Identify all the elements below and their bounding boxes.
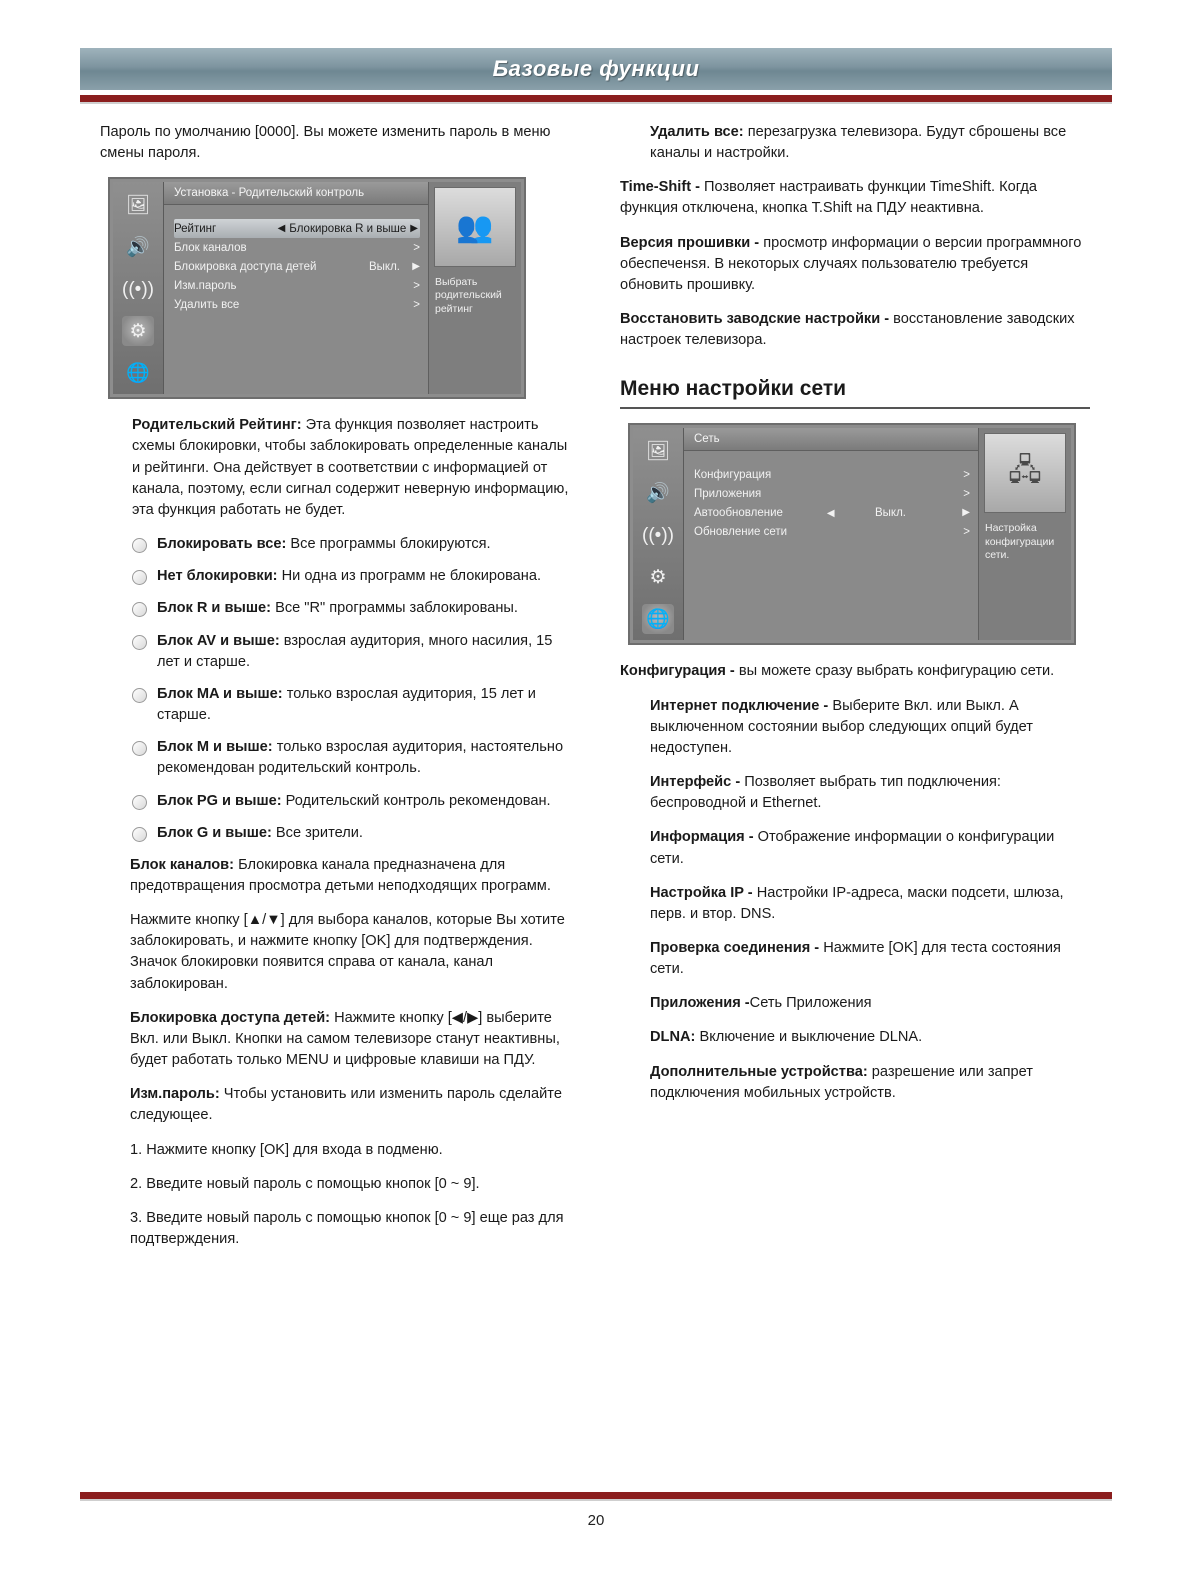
factory-reset-text: восстановление заводских настроек телевизора. <box>620 311 1075 349</box>
bullet-text: Ни одна из программ не блокирована. <box>277 568 542 585</box>
information-paragraph <box>650 827 1090 869</box>
osd-help-text: Выбрать родительский рейтинг <box>435 276 502 315</box>
child-lock-text: Нажмите кнопку [◀/▶] выберите Вкл. или Выкл. Кнопки на самом телевизоре станут неактивны, будет работать только MENU и цифровые клавиши на ПДУ. <box>130 1009 560 1069</box>
gear-icon[interactable]: ⚙ <box>649 566 667 588</box>
bullet-label: Блокировать все: <box>157 536 287 553</box>
information-text: Отображение информации о конфигурации сети. <box>650 829 1055 867</box>
chevron-right-icon: > <box>963 468 970 481</box>
chevron-right-icon: ▶ <box>412 261 420 273</box>
antenna-icon[interactable]: ((•)) <box>122 278 154 300</box>
channel-block-paragraph <box>130 855 578 897</box>
bullet-icon <box>132 741 147 756</box>
parental-rating-paragraph <box>132 415 578 521</box>
footer-divider-secondary <box>80 1499 1112 1501</box>
osd-main-panel <box>164 182 428 394</box>
osd-sidebar <box>113 182 164 394</box>
bullet-icon <box>132 827 147 842</box>
chevron-right-icon: ▶ <box>962 507 970 519</box>
interface-paragraph <box>650 772 1090 814</box>
dlna-label: DLNA: <box>650 1029 696 1046</box>
internet-connection-paragraph <box>650 696 1090 759</box>
osd-row-label: Конфигурация <box>694 468 772 481</box>
ip-setup-text: Настройки IP-адреса, маски подсети, шлюза, перв. и втор. DNS. <box>650 884 1064 922</box>
osd-network-menu <box>628 423 1076 645</box>
osd-help-panel <box>978 428 1071 640</box>
internet-connection-label: Интернет подключение - <box>650 697 829 714</box>
osd-row-label: Обновление сети <box>694 525 788 538</box>
osd-row-child-lock[interactable] <box>174 257 420 276</box>
osd-window-title: Установка - Родительский контроль <box>164 182 428 205</box>
left-column <box>100 122 578 1263</box>
ip-setup-paragraph <box>650 883 1090 925</box>
information-label: Информация - <box>650 829 754 846</box>
bullet-icon <box>132 602 147 617</box>
list-item <box>132 534 578 555</box>
section-heading: Меню настройки сети <box>620 377 847 401</box>
osd-row-label: Удалить все <box>174 298 240 311</box>
bullet-label: Нет блокировки: <box>157 568 278 585</box>
picture-icon[interactable]: 🖼 <box>645 440 671 462</box>
list-item <box>132 684 578 726</box>
time-shift-paragraph <box>620 177 1090 219</box>
step-3: 3. Введите новый пароль с помощью кнопок [0 ~ 9] еще раз для подтверждения. <box>130 1209 564 1247</box>
firmware-version-paragraph <box>620 233 1090 296</box>
dlna-text: Включение и выключение DLNA. <box>695 1029 923 1046</box>
channel-block-howto: Нажмите кнопку [▲/▼] для выбора каналов, которые Вы хотите заблокировать, и нажмите кнопку [OK] для подтверждения. Значок блокировки появится справа от канала, канал заблокирован. <box>130 912 565 992</box>
chevron-right-icon: ▶ <box>410 223 418 235</box>
bullet-text: только взрослая аудитория, 15 лет и старше. <box>157 685 536 724</box>
osd-row-applications[interactable] <box>694 484 970 503</box>
chevron-right-icon: > <box>963 487 970 500</box>
osd-help-panel <box>428 182 521 394</box>
list-item <box>132 566 578 587</box>
interface-label: Интерфейс - <box>650 774 741 791</box>
interface-text: Позволяет выбрать тип подключения: беспроводной и Ethernet. <box>650 774 1001 812</box>
gear-icon[interactable]: ⚙ <box>122 316 154 346</box>
extra-devices-text: разрешение или запрет подключения мобильных устройств. <box>650 1063 1033 1101</box>
network-icon: 🖧 <box>984 433 1066 513</box>
osd-row-label: Блок каналов <box>174 241 247 254</box>
picture-icon[interactable]: 🖼 <box>125 194 151 216</box>
bullet-text: взрослая аудитория, много насилия, 15 лет и старше. <box>157 632 553 670</box>
osd-row-label: Приложения <box>694 487 762 500</box>
bullet-label: Блок G и выше: <box>157 824 272 841</box>
applications-paragraph <box>650 993 1090 1014</box>
bullet-text: Все программы блокируются. <box>286 536 491 553</box>
osd-help-text: Настройка конфигурации сети. <box>985 522 1055 561</box>
osd-row-label: Рейтинг <box>174 222 217 235</box>
list-item <box>132 823 578 844</box>
configuration-paragraph <box>620 661 1090 682</box>
osd-menu-list <box>164 205 428 314</box>
firmware-version-text: просмотр информации о версии программного обеспеченsя. В некоторых случаях пользователю требуется обновить прошивку. <box>620 234 1082 293</box>
delete-all-paragraph <box>650 122 1090 164</box>
bullet-icon <box>132 688 147 703</box>
configuration-text: вы можете сразу выбрать конфигурацию сети. <box>734 663 1055 680</box>
footer-divider <box>80 1492 1112 1499</box>
connection-test-text: Нажмите [OK] для теста состояния сети. <box>650 939 1061 978</box>
osd-sidebar <box>633 428 684 640</box>
step-2: 2. Введите новый пароль с помощью кнопок [0 ~ 9]. <box>130 1175 480 1192</box>
channel-block-text: Блокировка канала предназначена для предотвращения просмотра детьми неподходящих программ. <box>130 856 551 894</box>
chevron-left-icon: ◀ <box>826 507 835 519</box>
bullet-label: Блок AV и выше: <box>157 632 280 649</box>
osd-parental-control <box>108 177 526 399</box>
page-header <box>80 48 1112 90</box>
delete-all-label: Удалить все: <box>650 124 744 140</box>
change-password-text: Чтобы установить или изменить пароль сделайте следующее. <box>130 1086 562 1124</box>
factory-reset-paragraph <box>620 309 1090 351</box>
bullet-icon <box>132 795 147 810</box>
step-1: 1. Нажмите кнопку [OK] для входа в подменю. <box>130 1141 443 1158</box>
child-lock-paragraph <box>130 1008 578 1071</box>
osd-row-label: Изм.пароль <box>174 279 237 292</box>
osd-row-rating[interactable] <box>174 219 420 238</box>
time-shift-text: Позволяет настраивать функции TimeShift. Когда функция отключена, кнопка T.Shift на ПДУ неактивна. <box>620 179 1038 217</box>
bullet-text: Все "R" программы заблокированы. <box>271 600 518 617</box>
bullet-icon <box>132 635 147 650</box>
osd-row-change-password[interactable] <box>174 276 420 295</box>
change-password-label: Изм.пароль: <box>130 1086 220 1103</box>
connection-test-paragraph <box>650 938 1090 980</box>
configuration-label: Конфигурация - <box>620 663 735 680</box>
right-column <box>620 122 1090 1117</box>
channel-block-label: Блок каналов: <box>130 856 235 873</box>
bullet-text: Все зрители. <box>271 824 363 841</box>
osd-row-network-update[interactable] <box>694 522 970 541</box>
antenna-icon[interactable]: ((•)) <box>642 524 674 546</box>
child-lock-label: Блокировка доступа детей: <box>130 1009 331 1026</box>
dlna-paragraph <box>650 1027 1090 1048</box>
bullet-icon <box>132 538 147 553</box>
list-item <box>132 631 578 673</box>
bullet-text: только взрослая аудитория, настоятельно рекомендован родительский контроль. <box>157 739 564 777</box>
parental-control-icon: 👥 <box>434 187 516 267</box>
page-title: Базовые функции <box>492 56 700 81</box>
bullet-text: Родительский контроль рекомендован. <box>281 792 551 809</box>
ip-setup-label: Настройка IP - <box>650 884 753 901</box>
osd-row-label: Автообновление <box>694 506 783 519</box>
globe-icon[interactable]: 🌐 <box>126 362 150 384</box>
applications-text: Сеть Приложения <box>749 995 872 1012</box>
list-item <box>132 598 578 619</box>
bullet-label: Блок R и выше: <box>157 600 272 617</box>
list-item <box>132 791 578 812</box>
bullet-label: Блок PG и выше: <box>157 792 282 809</box>
osd-row-delete-all[interactable] <box>174 295 420 314</box>
bullet-icon <box>132 570 147 585</box>
parental-rating-label: Родительский Рейтинг: <box>132 417 302 434</box>
osd-row-auto-update[interactable] <box>694 503 970 522</box>
delete-all-text: перезагрузка телевизора. Будут сброшены все каналы и настройки. <box>650 124 1067 162</box>
chevron-right-icon: > <box>963 525 970 538</box>
header-divider-secondary <box>80 102 1112 104</box>
parental-rating-text: Эта функция позволяет настроить схемы блокировки, чтобы заблокировать определенные каналы и рейтинги. Она действует в соответствии с информацией от канала, поэтому, если сигнал содержит неверную информацию, эта функция работать не будет. <box>132 417 569 518</box>
bullet-label: Блок M и выше: <box>157 739 273 756</box>
section-divider <box>620 407 1090 409</box>
osd-row-value: Выкл. <box>368 260 400 273</box>
internet-connection-text: Выберите Вкл. или Выкл. А выключенном состоянии выбор следующих опций будет недоступен. <box>650 697 1033 756</box>
osd-menu-list <box>684 451 978 541</box>
osd-row-value: Блокировка R и выше <box>289 222 407 235</box>
chevron-right-icon: > <box>413 298 420 311</box>
osd-row-label: Блокировка доступа детей <box>174 260 317 273</box>
osd-main-panel <box>684 428 978 640</box>
applications-label: Приложения - <box>650 995 750 1012</box>
change-password-paragraph <box>130 1084 578 1126</box>
globe-icon[interactable]: 🌐 <box>642 604 674 634</box>
list-item <box>132 737 578 779</box>
osd-window-title: Сеть <box>684 428 978 451</box>
intro-paragraph: Пароль по умолчанию [0000]. Вы можете изменить пароль в меню смены пароля. <box>100 124 551 162</box>
chevron-right-icon: > <box>413 241 420 254</box>
connection-test-label: Проверка соединения - <box>650 939 820 956</box>
page-number: 20 <box>587 1512 605 1529</box>
sound-icon[interactable]: 🔊 <box>646 482 670 504</box>
extra-devices-label: Дополнительные устройства: <box>650 1063 868 1080</box>
sound-icon[interactable]: 🔊 <box>126 236 150 258</box>
osd-row-value: Выкл. <box>875 506 907 519</box>
factory-reset-label: Восстановить заводские настройки - <box>620 311 890 328</box>
firmware-version-label: Версия прошивки - <box>620 234 760 251</box>
chevron-right-icon: > <box>413 279 420 292</box>
chevron-left-icon: ◀ <box>277 223 286 235</box>
bullet-label: Блок MA и выше: <box>157 685 283 702</box>
extra-devices-paragraph <box>650 1062 1090 1104</box>
header-divider <box>80 95 1112 102</box>
osd-row-configuration[interactable] <box>694 465 970 484</box>
osd-row-channel-block[interactable] <box>174 238 420 257</box>
time-shift-label: Time-Shift - <box>620 179 700 196</box>
